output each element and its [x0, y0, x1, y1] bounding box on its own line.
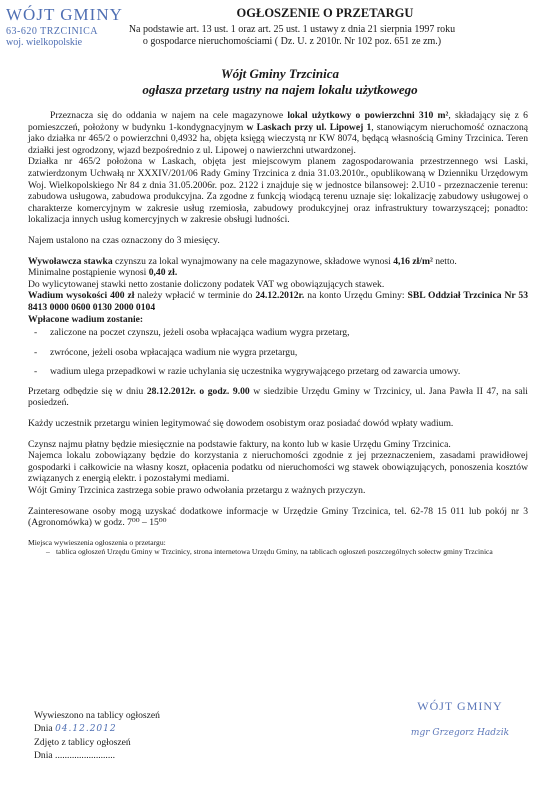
announcement-heading — [60, 66, 500, 98]
paragraph-contact-info: Zainteresowane osoby mogą uzyskać dodatkowe informacje w Urzędzie Gminy Trzcinica, tel. 62-78 15 011 lub pokój nr 3 (Agronomówka) w godz. 7⁰⁰ – 15⁰⁰ — [28, 505, 528, 529]
document-body — [28, 110, 528, 556]
stamp-title: WÓJT GMINY — [417, 699, 503, 713]
paragraph-deposit — [28, 290, 528, 313]
stamp-line-1: WÓJT GMINY — [6, 5, 123, 24]
list-item: - zwrócone, jeżeli osoba wpłacająca wadium nie wygra przetargu, — [28, 347, 528, 359]
removed-date: Dnia ......................... — [34, 750, 116, 761]
text-bold: 4,16 zł/m² — [393, 255, 433, 267]
legal-basis-line-2: o gospodarce nieruchomościami ( Dz. U. z 2010r. Nr 102 poz. 651 ze zm.) — [142, 36, 442, 47]
text: Przetarg odbędzie się w dniu — [28, 385, 147, 397]
paragraph-right-to-cancel: Wójt Gminy Trzcinica zastrzega sobie prawo odwołania przetargu z ważnych przyczyn. — [28, 485, 366, 497]
paragraph-payment: Czynsz najmu płatny będzie miesięcznie na podstawie faktury, na konto lub w kasie Urzędu Gminy Trzcinica. — [28, 438, 451, 450]
posted-label: Wywieszono na tablicy ogłoszeń — [34, 710, 160, 721]
list-item: – tablica ogłoszeń Urzędu Gminy w Trzcinicy, strona internetowa Urzędu Gminy, na tablicach ogłoszeń poszczególnych sołectw gminy Trzcinica — [46, 547, 528, 556]
paragraph-tenant-obligations: Najemca lokalu zobowiązany będzie do korzystania z nieruchomości zgodnie z jej przeznaczeniem, zasadami prawidłowej gospodarki i całkowicie na własny koszt, opłacenia podatku od nieruchomości wg stawek obowiązujących, ponoszenia kosztów związanych z energią elektr. i pozostałymi mediami. — [28, 450, 528, 485]
text: Minimalne postąpienie wynosi — [28, 267, 149, 279]
list-item: - wadium ulega przepadkowi w razie uchylania się uczestnika wygrywającego przetarg od zawarcia umowy. — [28, 366, 528, 378]
text: , stanowiącym nieruchomość oznaczoną jako działka nr 465/2 o powierzchni 0,4932 ha, objęta księgą wieczystą nr KW 8074, będącą własnością Gminy Trzcinica. Teren działki jest ogrodzony, wjazd bezpośrednio z ul. Lipowej o nawierzchni utwardzonej. — [28, 121, 529, 156]
posting-record — [34, 709, 160, 762]
text-bold: 28.12.2012r. o godz. 9.00 — [146, 385, 250, 397]
text-bold: 0,40 zł. — [148, 267, 178, 279]
heading-line-2: ogłasza przetarg ustny na najem lokalu użytkowego — [142, 82, 418, 97]
text: w siedzibie Urzędu Gminy w Trzcinicy, ul. Jana Pawła II 47, na sali posiedzeń. — [28, 385, 528, 409]
text-bold: lokal użytkowy o powierzchni 310 m² — [287, 110, 449, 121]
bank-account-number: SBL Oddział Trzcinica Nr 53 8413 0000 0600 0130 2000 0104 — [28, 290, 528, 313]
paragraph-min-increment — [28, 267, 528, 279]
posting-locations-label: Miejsca wywieszenia ogłoszenia o przetargu: — [28, 537, 166, 547]
text-bold: Wywoławcza stawka — [28, 255, 113, 267]
text-bold: w Laskach przy ul. Lipowej 1 — [246, 121, 372, 133]
legal-basis-line-1: Na podstawie art. 13 ust. 1 oraz art. 25 ust. 1 ustawy z dnia 21 sierpnia 1997 roku — [128, 24, 456, 35]
signature-stamp — [400, 699, 520, 738]
posted-date — [34, 722, 160, 736]
paragraph-lease-term: Najem ustalono na czas oznaczony do 3 miesięcy. — [28, 234, 220, 246]
legal-basis — [82, 24, 502, 48]
heading-line-1: Wójt Gminy Trzcinica — [221, 66, 339, 81]
stamp-line-3: woj. wielkopolskie — [6, 37, 83, 48]
text: netto. — [432, 255, 457, 267]
paragraph-zoning-plan: Działka nr 465/2 położona w Laskach, objęta jest miejscowym planem zagospodarowania przestrzennego wsi Laski, zatwierdzonym Uchwałą nr XXXIV/201/06 Rady Gminy Trzcinica z dnia 31.03.2010r., opublikowaną w Dzienniku Urzędowym Woj. Wielkopolskiego Nr 84 z dnia 31.05.2006r. poz. 2122 i znajduje się w jednostce bilansowej: 2.U10 - przeznaczenie terenu: zabudowa usługowa, zabudowa produkcyjna. Za zgodne z funkcją wiodącą terenu uznaje się: lokalizację zabudowy usługowej o charakterze komercyjnym w zakresie usług rzemiosła, zabudowy produkcyjnej oraz infrastruktury towarzyszącej; ponadto: lokalizacja innych usług komercyjnych w zakresie obsługi ludności. — [28, 156, 528, 226]
paragraph-deposit-status — [28, 314, 528, 326]
text: Przeznacza się do oddania w najem na cele magazynowe — [50, 110, 288, 121]
document-title: OGŁOSZENIE O PRZETARGU — [236, 6, 414, 20]
text-bold: Wpłacone wadium zostanie: — [28, 313, 144, 325]
text: czynszu za lokal wynajmowany na cele magazynowe, składowe wynosi — [112, 255, 394, 267]
paragraph-identification: Każdy uczestnik przetargu winien legitymować się dowodem osobistym oraz posiadać dowód wpłaty wadium. — [28, 418, 454, 430]
stamp-line-2: 63-620 TRZCINICA — [6, 26, 98, 37]
paragraph-vat: Do wylicytowanej stawki netto zostanie doliczony podatek VAT wg obowiązujących stawek. — [28, 278, 385, 290]
handwritten-date: 04.12.2012 — [55, 724, 117, 734]
text-bold: 24.12.2012r. — [255, 290, 305, 302]
removed-label: Zdjęto z tablicy ogłoszeń — [34, 737, 131, 748]
text: Dnia — [34, 723, 56, 734]
list-item: - zaliczone na poczet czynszu, jeżeli osoba wpłacająca wadium wygra przetarg, — [28, 327, 528, 339]
paragraph-starting-rate — [28, 256, 528, 268]
text-bold: Wadium wysokości 400 zł — [28, 290, 135, 302]
signature: mgr Grzegorz Hadzik — [410, 728, 510, 738]
text: na konto Urzędu Gminy: — [304, 290, 408, 302]
posting-locations — [28, 538, 528, 556]
text: , składający się z 6 pomieszczeń, położony w budynku 1-kondygnacyjnym — [28, 110, 528, 133]
paragraph-auction-date — [28, 386, 528, 409]
text: należy wpłacić w terminie do — [134, 290, 256, 302]
paragraph-property-description — [28, 110, 528, 156]
deposit-list — [28, 327, 528, 378]
